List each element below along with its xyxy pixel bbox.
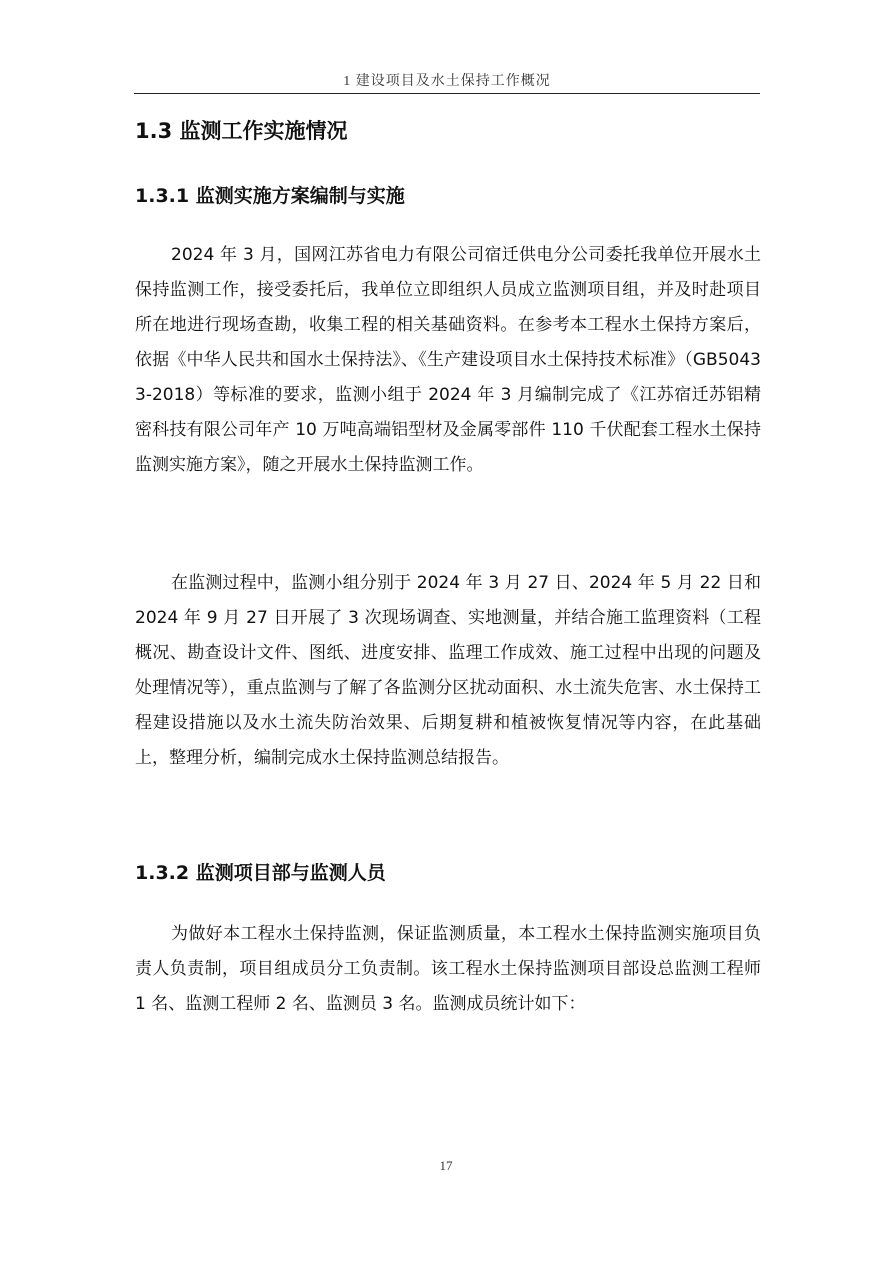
subsection-heading-1-3-1: 1.3.1 监测实施方案编制与实施 [135,185,405,207]
paragraph: 在监测过程中，监测小组分别于 2024 年 3 月 27 日、2024 年 5 月 22 日和 2024 年 9 月 27 日开展了 3 次现场调查、实地测量，并结合施工监理资料（工程概况、勘查设计文件、图纸、进度安排、监理工作成效、施工过程中出现的问题及处理情况等），重点监测与了解了各监测分区扰动面积、水土流失危害、水土保持工程建设措施以及水土流失防治效果、后期复耕和植被恢复情况等内容，在此基础上，整理分析，编制完成水土保持监测总结报告。 [135,573,761,768]
header-rule [134,93,760,94]
subsection-heading-1-3-2: 1.3.2 监测项目部与监测人员 [135,862,386,884]
running-header: 1 建设项目及水土保持工作概况 [343,74,551,89]
section-heading: 1.3 监测工作实施情况 [135,119,348,143]
page-number: 17 [439,1158,453,1173]
paragraph: 为做好本工程水土保持监测，保证监测质量，本工程水土保持监测实施项目负责人负责制，项目组成员分工负责制。该工程水土保持监测项目部设总监测工程师 1 名、监测工程师 2 名、监测员 3 名。监测成员统计如下： [135,924,761,1014]
paragraph: 2024 年 3 月，国网江苏省电力有限公司宿迁供电分公司委托我单位开展水土保持监测工作，接受委托后，我单位立即组织人员成立监测项目组，并及时赴项目所在地进行现场查勘，收集工程的相关基础资料。在参考本工程水土保持方案后，依据《中华人民共和国水土保持法》、《生产建设项目水土保持技术标准》（GB50433-2018）等标准的要求，监测小组于 2024 年 3 月编制完成了《江苏宿迁苏铝精密科技有限公司年产 10 万吨高端铝型材及金属零部件 110 千伏配套工程水土保持监测实施方案》，随之开展水土保持监测工作。 [135,245,761,475]
